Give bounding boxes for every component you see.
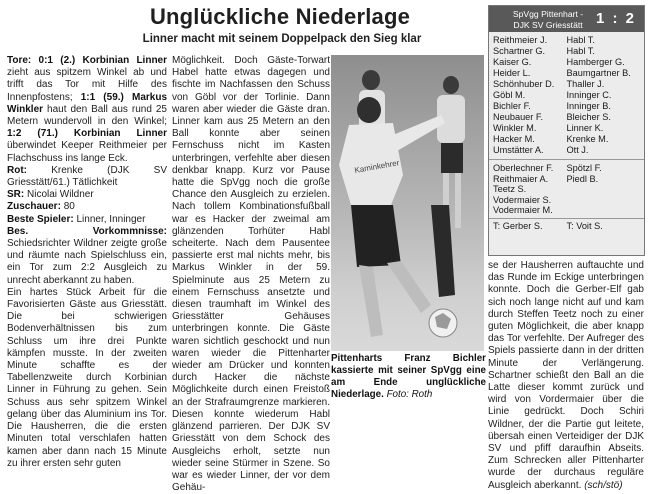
player: Neubauer F. bbox=[493, 112, 544, 122]
player: Bichler F. bbox=[493, 101, 531, 111]
photo-caption: Pittenharts Franz Bichler kassierte mit seiner SpVgg eine am Ende unglückliche Niederlage. Foto: Roth bbox=[331, 353, 486, 400]
home-players bbox=[493, 35, 567, 156]
player: Heider L. bbox=[493, 68, 531, 78]
sub-player: Vodermaier S. bbox=[493, 194, 552, 205]
player: Linner K. bbox=[566, 123, 604, 133]
player: Baumgartner B. bbox=[566, 68, 631, 78]
match-photo bbox=[331, 55, 484, 351]
red-card-fact: Rot: Krenke (DJK SV Griesstätt/61.) Tätlichkeit bbox=[7, 164, 167, 189]
goals-facts: Tore: 0:1 (2.) Korbinian Linner zieht aus spitzem Winkel ab und trifft das Tor mit Hilfe des Innenpfostens; 1:1 (59.) Markus Winkler haut den Ball aus rund 25 Metern wundervoll in den Winkel; 1:2 (71.) Korbinian Linner überwindet Keeper Reithmeier per Flachschuss ins lange Eck. bbox=[7, 55, 168, 164]
player: Winkler M. bbox=[493, 123, 537, 133]
player: Göbl M. bbox=[493, 90, 526, 100]
lineup-box bbox=[488, 5, 645, 256]
article-column-2 bbox=[172, 55, 330, 494]
player: Inninger C. bbox=[566, 90, 612, 100]
away-trainer: T: Voit S. bbox=[566, 220, 603, 231]
subheadline: Linner macht mit seinem Doppelpack den Sieg klar bbox=[142, 33, 422, 45]
sub-player: Vodermaier M. bbox=[493, 205, 553, 215]
player: Thaller J. bbox=[566, 79, 605, 89]
sub-player: Piedl B. bbox=[566, 173, 599, 184]
starting-lineups bbox=[489, 32, 644, 156]
article-body-1: Ein hartes Stück Arbeit für die Favorisierten Gäste aus Griesstätt. Die bei schwierigen Bodenverhältnissen bis zum Schluss um ihre drei Punkte kämpfen musste. In der zweiten Minute schaffte es der Tabellenzweite durch Korbinian Linner in Führung zu gehen. Sein Schuss aus sehr spitzem Winkel gelang über das Aluminium ins Tor. Die Hausherren, die die ersten Minuten total verschlafen hatten kamen aber dann nach 15 Minute zu ihrer ersten sehr guten bbox=[7, 286, 167, 469]
player: Bleicher S. bbox=[566, 112, 611, 122]
player: Hamberger G. bbox=[566, 57, 625, 67]
player: Ott J. bbox=[566, 145, 589, 155]
sub-player: Oberlechner F. bbox=[493, 163, 554, 173]
player: Kaiser G. bbox=[493, 57, 532, 67]
spectators-fact: Zuschauer: 80 bbox=[7, 201, 75, 213]
referee-fact: SR: Nicolai Wildner bbox=[7, 189, 94, 201]
player: Habl T. bbox=[566, 46, 595, 56]
svg-text:Kaminkehrer: Kaminkehrer bbox=[353, 158, 401, 175]
player: Schönhuber D. bbox=[493, 79, 555, 89]
final-score: 1 : 2 bbox=[595, 10, 636, 27]
sub-player: Spötzl F. bbox=[566, 163, 602, 173]
home-subs bbox=[493, 163, 567, 216]
sub-player: Reithmaier A. bbox=[493, 173, 549, 184]
team-away: DJK SV Griesstätt bbox=[513, 19, 583, 30]
player: Habl T. bbox=[566, 35, 595, 45]
lineup-header bbox=[489, 6, 644, 32]
article-body-3: se der Hausherren auftauchte und das Runde im Eckige unterbringen konnte. Doch die Gerber-Elf gab sich noch lange nicht auf und kam durch Steffen Teetz noch zu einer guten Möglichkeit, die aber knapp das Tor verfehlte. Der Aufreger des Spiels passierte dann in der dritten Minute der Verlängerung. Schartner schießt den Ball an die Latte dieser kommt zurück und wird von Vordermaier über die Linie gedrückt. Doch Schiri Wildner, der die Partie gut leitete, übersah einen Verteidiger der DJK SV und pfiff daraufhin Abseits. Zum Schrecken aller Pittenharter wurde der durchaus reguläre Ausgleich aberkannt. (sch/stö) bbox=[488, 260, 644, 491]
player: Krenke M. bbox=[566, 134, 609, 144]
player: Reithmeier J. bbox=[493, 35, 548, 45]
away-subs bbox=[567, 163, 641, 216]
lineup-teams bbox=[493, 9, 603, 30]
best-players-fact: Beste Spieler: Linner, Inninger bbox=[7, 213, 146, 225]
headline: Unglückliche Niederlage bbox=[149, 4, 411, 29]
player: Inninger B. bbox=[566, 101, 611, 111]
away-players bbox=[567, 35, 641, 156]
substitutes bbox=[489, 159, 644, 216]
player: Hacker M. bbox=[493, 134, 535, 144]
author-initials: (sch/stö) bbox=[584, 479, 623, 491]
player: Umstätter A. bbox=[493, 145, 544, 155]
player: Schartner G. bbox=[493, 46, 546, 56]
article-column-3 bbox=[488, 260, 644, 491]
trainers bbox=[489, 218, 644, 232]
home-trainer: T: Gerber S. bbox=[493, 220, 543, 231]
sub-player: Teetz S. bbox=[493, 184, 527, 194]
article-column-1 bbox=[7, 55, 168, 469]
team-home: SpVgg Pittenhart - bbox=[512, 9, 584, 19]
article-body-2: Möglichkeit. Doch Gäste-Torwart Habel hatte etwas dagegen und fischte im Nachfassen den Schuss von Göbl vor der Torlinie. Dann waren aber wieder die Gäste dran. Linner kam aus 25 Metern an den Ball konnte aber seinen Fernschuss nicht im Kasten unterbringen, verfehlte aber diesen denkbar knapp. Kurz vor Pause hatte die SpVgg noch die große Chance den Ausgleich zu erzielen. Nach tollem Kombinationsfußball war es Hacker der zweimal am glänzenden Torhüter Habl scheiterte. Nach dem Pausentee passierte erst mal nichts mehr, bis Markus Winkler in der 59. Spielminute aus 25 Metern zu einem Fernschuss ansetzte und diesen traumhaft im Winkel des Griesstätter Gehäuses unterbringen konnte. Die Gäste waren sichtlich geschockt und nun waren wieder die Pittenharter wieder am Drücker und konnten durch Hacker die nächste Möglichkeite durch einen Freistoß an der Strafraumgrenze markieren. Diesen konnte wiederum Habl glänzend parrieren. Der DJK SV Griesstätt von dem Schock des Ausgleichs erholt, setzte nun wieder seine Stürmer in Szene. So war es wieder Linner, der vor dem Gehäu- bbox=[172, 55, 330, 494]
incidents-fact: Bes. Vorkommnisse: Schiedsrichter Wildner zeigte große und räumte nach Spielschluss ein, ein Tor zum 2:2 Ausgleich zu unrecht aberkannt zu haben. bbox=[7, 225, 167, 286]
